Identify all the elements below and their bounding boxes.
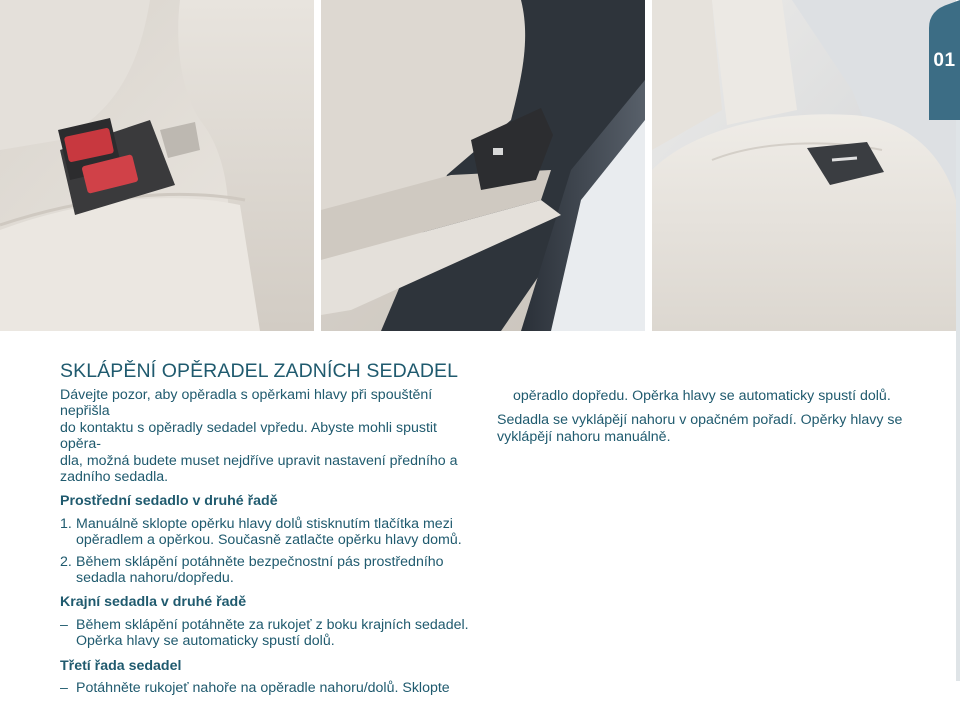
photo-backrest-release-handle	[652, 0, 956, 331]
seat-release-lever-photo	[321, 0, 645, 331]
right-column	[497, 388, 927, 445]
seat-belt-buckle-photo	[0, 0, 314, 331]
outer-seats-item: – Během sklápění potáhněte za rukojeť z boku krajních sedadel. Opěrka hlavy se automaticky spustí dolů.	[60, 616, 469, 650]
backrest-release-handle-photo	[652, 0, 956, 331]
continuation-text: opěradlo dopředu. Opěrka hlavy se automaticky spustí dolů.	[513, 388, 891, 404]
photo-seat-belt-buckles	[0, 0, 314, 331]
intro-paragraph: Dávejte pozor, aby opěradla s opěrkami hlavy při spouštění nepřišla do kontaktu s opěradly sedadel vpředu. Abyste mohli spustit opěra- dla, možná budete muset nejdříve upravit nastavení předního a zadního sedadla.	[60, 387, 458, 486]
step-2: 2. Během sklápění potáhněte bezpečnostní pás prostředního sedadla nahoru/dopředu.	[60, 553, 444, 587]
heading-outer-seats: Krajní sedadla v druhé řadě	[60, 594, 247, 611]
photo-seat-release-lever	[321, 0, 645, 331]
page-edge-bar	[956, 120, 960, 681]
reverse-order-paragraph: Sedadla se vyklápějí nahoru v opačném pořadí. Opěrky hlavy se vyklápějí nahoru manuálně.	[497, 412, 903, 445]
heading-middle-seat: Prostřední sedadlo v druhé řadě	[60, 493, 278, 510]
heading-third-row: Třetí řada sedadel	[60, 657, 182, 674]
left-column	[60, 387, 480, 702]
step-1: 1. Manuálně sklopte opěrku hlavy dolů stisknutím tlačítka mezi opěradlem a opěrkou. Současně zatlačte opěrku hlavy domů.	[60, 515, 462, 549]
section-title: SKLÁPĚNÍ OPĚRADEL ZADNÍCH SEDADEL	[60, 360, 459, 382]
third-row-item: – Potáhněte rukojeť nahoře na opěradle nahoru/dolů. Sklopte	[60, 680, 450, 697]
chapter-number: 01	[933, 50, 956, 71]
